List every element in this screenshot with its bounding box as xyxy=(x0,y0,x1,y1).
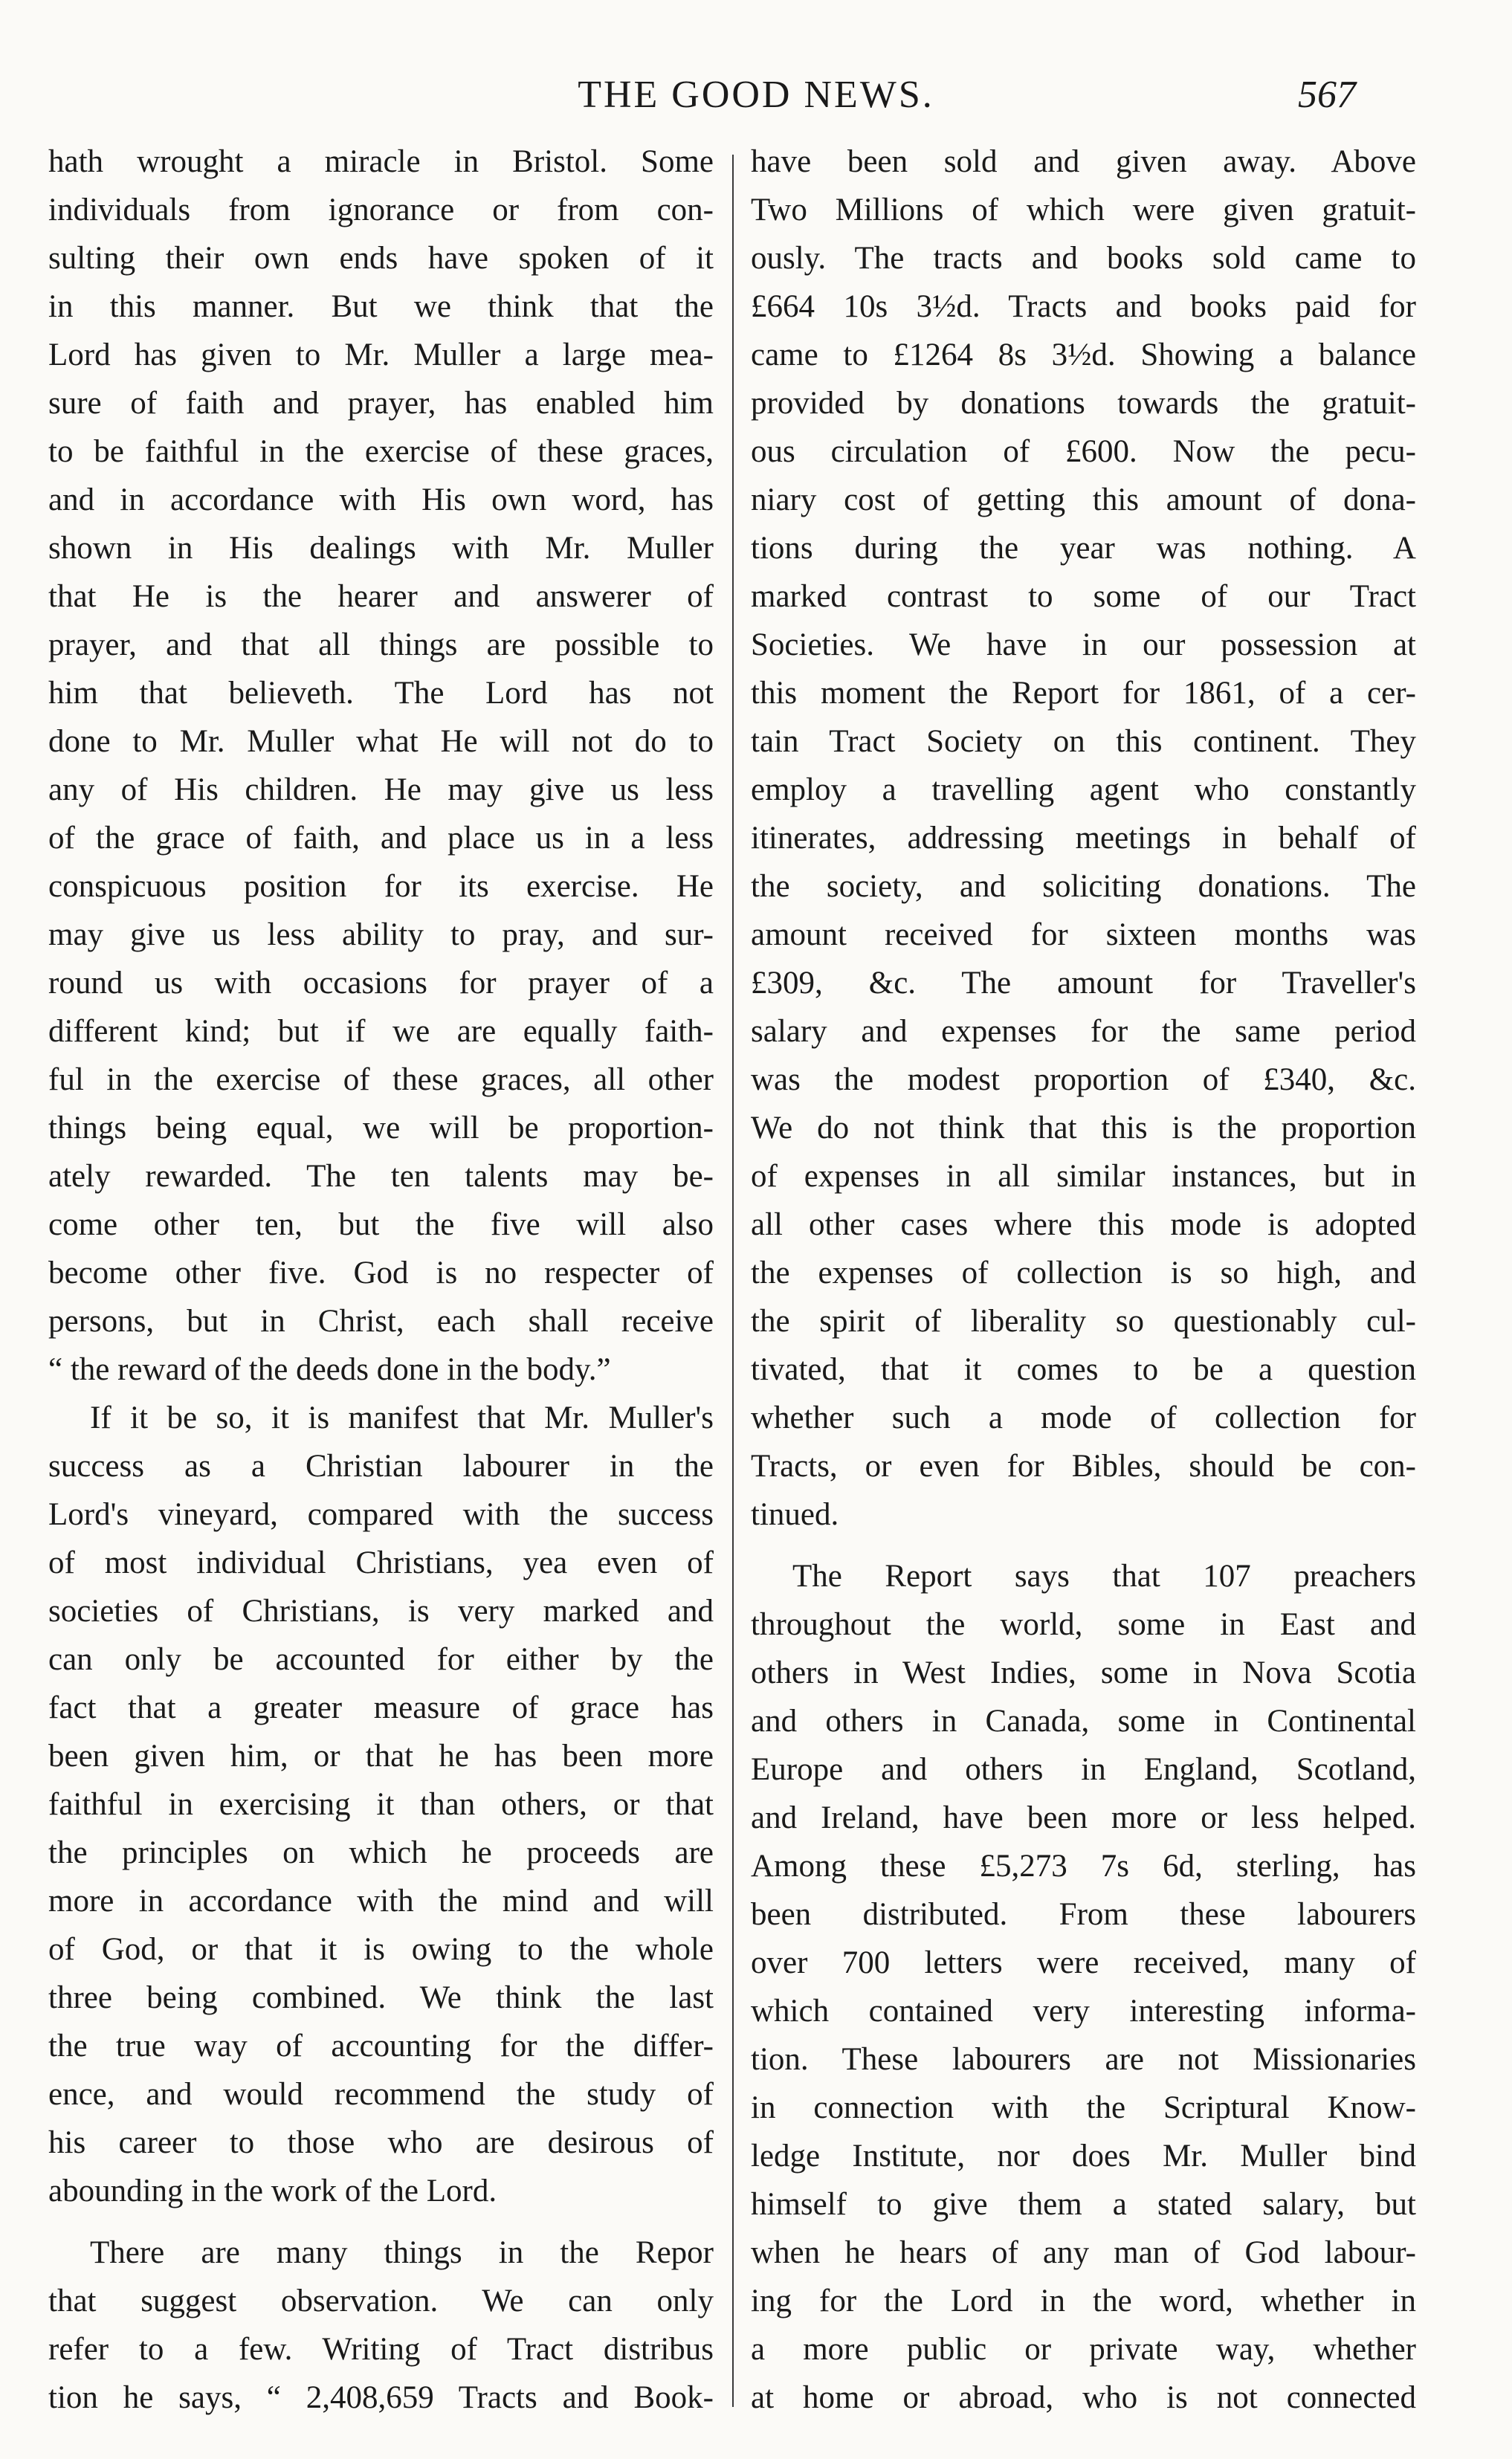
text-line: ledge Institute, nor does Mr. Muller bind xyxy=(751,2139,1416,2174)
paragraph-start-line: If it be so, it is manifest that Mr. Muller's xyxy=(90,1400,714,1435)
text-line: tion he says, “ 2,408,659 Tracts and Book- xyxy=(48,2380,714,2415)
text-line: salary and expenses for the same period xyxy=(751,1014,1416,1049)
text-line: Europe and others in England, Scotland, xyxy=(751,1752,1416,1787)
text-line: ately rewarded. The ten talents may be- xyxy=(48,1159,714,1194)
text-line: in connection with the Scriptural Know- xyxy=(751,2090,1416,2125)
text-line: the principles on which he proceeds are xyxy=(48,1835,714,1870)
text-line: tivated, that it comes to be a question xyxy=(751,1352,1416,1387)
text-line: that He is the hearer and answerer of xyxy=(48,579,714,614)
text-line: the expenses of collection is so high, and xyxy=(751,1256,1416,1290)
text-line: all other cases where this mode is adopted xyxy=(751,1207,1416,1242)
text-line: others in West Indies, some in Nova Scotia xyxy=(751,1655,1416,1690)
text-line: shown in His dealings with Mr. Muller xyxy=(48,531,714,566)
text-line: been given him, or that he has been more xyxy=(48,1739,714,1774)
text-line: ously. The tracts and books sold came to xyxy=(751,241,1416,276)
text-line: the society, and soliciting donations. The xyxy=(751,869,1416,904)
text-line: and Ireland, have been more or less helped. xyxy=(751,1800,1416,1835)
text-line: Lord has given to Mr. Muller a large mea- xyxy=(48,337,714,372)
text-line: came to £1264 8s 3½d. Showing a balance xyxy=(751,337,1416,372)
text-line: amount received for sixteen months was xyxy=(751,917,1416,952)
text-line: itinerates, addressing meetings in behalf of xyxy=(751,821,1416,856)
text-line: been distributed. From these labourers xyxy=(751,1897,1416,1932)
text-line: £664 10s 3½d. Tracts and books paid for xyxy=(751,289,1416,324)
page-number: 567 xyxy=(1298,74,1356,116)
text-line: round us with occasions for prayer of a xyxy=(48,966,714,1001)
text-line: success as a Christian labourer in the xyxy=(48,1449,714,1484)
text-line: of God, or that it is owing to the whole xyxy=(48,1932,714,1967)
text-line: refer to a few. Writing of Tract distribus xyxy=(48,2332,714,2367)
text-line: throughout the world, some in East and xyxy=(751,1607,1416,1642)
text-line: three being combined. We think the last xyxy=(48,1980,714,2015)
text-line: conspicuous position for its exercise. He xyxy=(48,869,714,904)
text-line: of most individual Christians, yea even of xyxy=(48,1545,714,1580)
paragraph-start-line: The Report says that 107 preachers xyxy=(792,1559,1416,1594)
text-line: which contained very interesting informa- xyxy=(751,1994,1416,2029)
text-line: was the modest proportion of £340, &c. xyxy=(751,1062,1416,1097)
text-line: and others in Canada, some in Continental xyxy=(751,1704,1416,1739)
right-column xyxy=(751,138,1416,2415)
text-line: tions during the year was nothing. A xyxy=(751,531,1416,566)
text-line: niary cost of getting this amount of dona- xyxy=(751,482,1416,517)
text-line: employ a travelling agent who constantly xyxy=(751,772,1416,807)
left-column xyxy=(48,138,714,2415)
text-line: Among these £5,273 7s 6d, sterling, has xyxy=(751,1849,1416,1884)
text-line: whether such a mode of collection for xyxy=(751,1400,1416,1435)
text-line: the true way of accounting for the differ- xyxy=(48,2029,714,2064)
column-divider xyxy=(732,155,734,2407)
text-line: ing for the Lord in the word, whether in xyxy=(751,2284,1416,2319)
text-line: done to Mr. Muller what He will not do to xyxy=(48,724,714,759)
text-line: in this manner. But we think that the xyxy=(48,289,714,324)
text-line: a more public or private way, whether xyxy=(751,2332,1416,2367)
text-line: to be faithful in the exercise of these graces, xyxy=(48,434,714,469)
text-line: provided by donations towards the gratuit- xyxy=(751,386,1416,421)
running-title: THE GOOD NEWS. xyxy=(578,74,934,116)
text-line: Lord's vineyard, compared with the success xyxy=(48,1497,714,1532)
text-line: come other ten, but the five will also xyxy=(48,1207,714,1242)
text-line: of expenses in all similar instances, but in xyxy=(751,1159,1416,1194)
text-line: may give us less ability to pray, and sur- xyxy=(48,917,714,952)
text-line: become other five. God is no respecter of xyxy=(48,1256,714,1290)
text-line: hath wrought a miracle in Bristol. Some xyxy=(48,144,714,179)
text-line: the spirit of liberality so questionably cul- xyxy=(751,1304,1416,1339)
text-line: this moment the Report for 1861, of a cer- xyxy=(751,676,1416,711)
text-line: Societies. We have in our possession at xyxy=(751,627,1416,662)
text-line: “ the reward of the deeds done in the body.” xyxy=(48,1352,611,1387)
text-line: tain Tract Society on this continent. They xyxy=(751,724,1416,759)
text-line: more in accordance with the mind and will xyxy=(48,1884,714,1919)
text-line: Two Millions of which were given gratuit- xyxy=(751,193,1416,227)
text-line: of the grace of faith, and place us in a less xyxy=(48,821,714,856)
text-line: sure of faith and prayer, has enabled him xyxy=(48,386,714,421)
text-line: persons, but in Christ, each shall receive xyxy=(48,1304,714,1339)
text-line: prayer, and that all things are possible to xyxy=(48,627,714,662)
text-line: sulting their own ends have spoken of it xyxy=(48,241,714,276)
paragraph-start-line: There are many things in the Repor xyxy=(90,2235,714,2270)
text-line: different kind; but if we are equally faith- xyxy=(48,1014,714,1049)
text-line: any of His children. He may give us less xyxy=(48,772,714,807)
text-line: can only be accounted for either by the xyxy=(48,1642,714,1677)
text-line: marked contrast to some of our Tract xyxy=(751,579,1416,614)
text-line: abounding in the work of the Lord. xyxy=(48,2174,497,2208)
text-line: £309, &c. The amount for Traveller's xyxy=(751,966,1416,1001)
text-line: We do not think that this is the proportion xyxy=(751,1111,1416,1146)
text-line: himself to give them a stated salary, but xyxy=(751,2187,1416,2222)
text-line: his career to those who are desirous of xyxy=(48,2125,714,2160)
text-line: that suggest observation. We can only xyxy=(48,2284,714,2319)
text-line: ful in the exercise of these graces, all other xyxy=(48,1062,714,1097)
text-line: societies of Christians, is very marked and xyxy=(48,1594,714,1629)
text-line: tinued. xyxy=(751,1497,839,1532)
text-line: Tracts, or even for Bibles, should be con- xyxy=(751,1449,1416,1484)
text-line: fact that a greater measure of grace has xyxy=(48,1690,714,1725)
text-line: ous circulation of £600. Now the pecu- xyxy=(751,434,1416,469)
text-line: ence, and would recommend the study of xyxy=(48,2077,714,2112)
text-line: over 700 letters were received, many of xyxy=(751,1945,1416,1980)
text-line: when he hears of any man of God labour- xyxy=(751,2235,1416,2270)
text-line: faithful in exercising it than others, or that xyxy=(48,1787,714,1822)
text-line: have been sold and given away. Above xyxy=(751,144,1416,179)
text-line: and in accordance with His own word, has xyxy=(48,482,714,517)
text-line: tion. These labourers are not Missionaries xyxy=(751,2042,1416,2077)
text-line: at home or abroad, who is not connected xyxy=(751,2380,1416,2415)
text-line: things being equal, we will be proportion- xyxy=(48,1111,714,1146)
running-header xyxy=(0,67,1512,126)
text-line: him that believeth. The Lord has not xyxy=(48,676,714,711)
text-line: individuals from ignorance or from con- xyxy=(48,193,714,227)
